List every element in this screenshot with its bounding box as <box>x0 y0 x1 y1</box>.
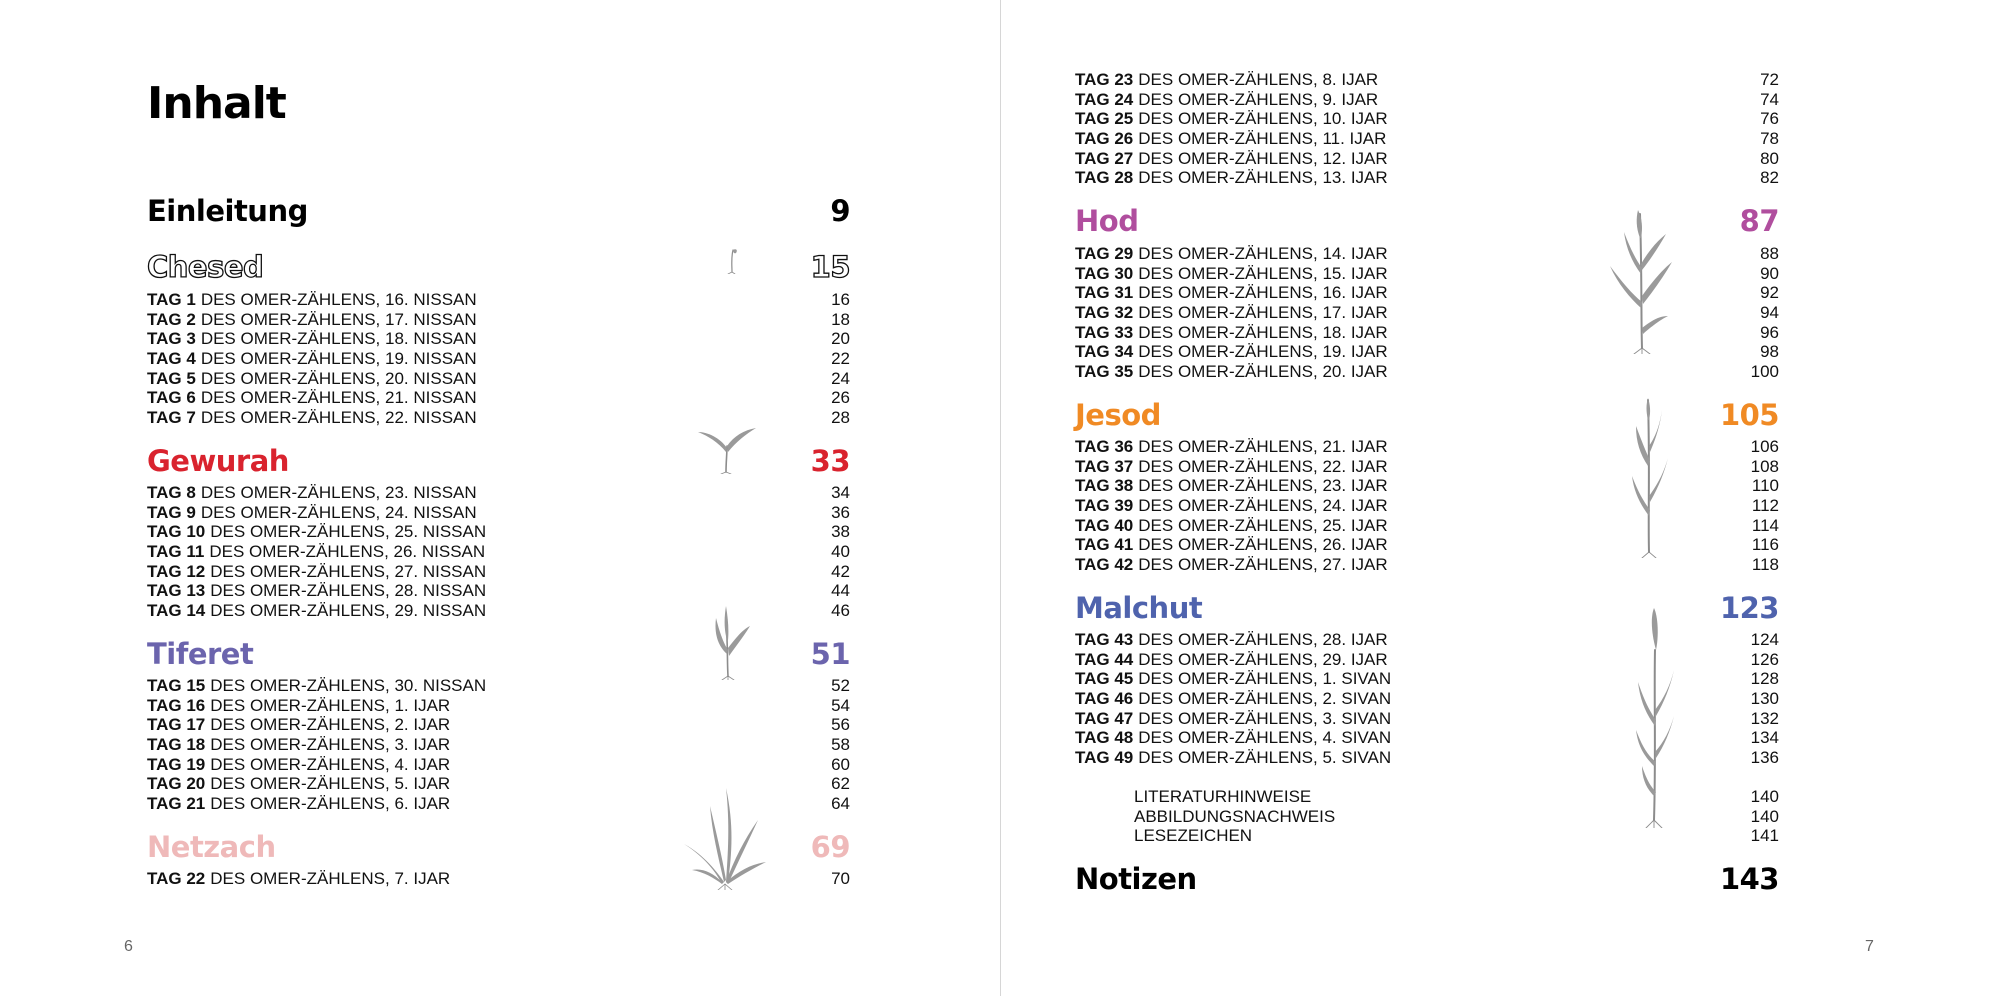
entry-day: TAG 33 <box>1075 322 1134 342</box>
entry-text: DES OMER-ZÄHLENS, 28. NISSAN <box>210 581 487 601</box>
entry-page: 18 <box>831 309 850 329</box>
entry-text: DES OMER-ZÄHLENS, 6. IJAR <box>210 793 451 813</box>
entry-text: DES OMER-ZÄHLENS, 14. IJAR <box>1138 244 1388 263</box>
entry-day: TAG 1 <box>147 290 196 309</box>
toc-entry[interactable] <box>1075 149 1779 169</box>
entry-page: 116 <box>1751 535 1779 555</box>
entry-text: DES OMER-ZÄHLENS, 4. IJAR <box>210 754 451 774</box>
entry-text: DES OMER-ZÄHLENS, 10. IJAR <box>1138 109 1388 129</box>
section-page: 33 <box>810 444 850 478</box>
entry-day: TAG 15 <box>147 676 206 695</box>
entry-text: DES OMER-ZÄHLENS, 9. IJAR <box>1138 89 1379 109</box>
toc-entry[interactable] <box>147 715 850 735</box>
section-title: Tiferet <box>147 637 254 671</box>
toc-entry[interactable] <box>147 483 850 503</box>
toc-entry[interactable] <box>147 388 850 408</box>
entry-page: 118 <box>1751 554 1779 574</box>
entry-text: DES OMER-ZÄHLENS, 19. IJAR <box>1138 342 1388 362</box>
entry-text: DES OMER-ZÄHLENS, 2. SIVAN <box>1138 688 1392 708</box>
entry-text: DES OMER-ZÄHLENS, 28. IJAR <box>1138 630 1388 649</box>
entry-text: DES OMER-ZÄHLENS, 23. IJAR <box>1138 476 1388 496</box>
entry-day: TAG 14 <box>147 600 206 620</box>
gewurah-entry-list <box>147 483 850 620</box>
entry-text: DES OMER-ZÄHLENS, 25. NISSAN <box>210 522 487 542</box>
entry-day: TAG 25 <box>1075 109 1134 129</box>
entry-page: 80 <box>1760 148 1779 168</box>
entry-text: DES OMER-ZÄHLENS, 12. IJAR <box>1138 148 1388 168</box>
entry-day: TAG 36 <box>1075 437 1134 456</box>
entry-day: TAG 2 <box>147 309 196 329</box>
entry-text: DES OMER-ZÄHLENS, 16. IJAR <box>1138 283 1388 303</box>
page-number: 7 <box>1865 938 1874 955</box>
entry-text: DES OMER-ZÄHLENS, 1. IJAR <box>210 695 451 715</box>
entry-text: LESEZEICHEN <box>1134 826 1253 846</box>
toc-entry[interactable] <box>1075 168 1779 188</box>
sprout-two-leaves-icon <box>696 424 758 474</box>
toc-entry[interactable] <box>147 581 850 601</box>
entry-page: 112 <box>1751 495 1779 515</box>
entry-page: 124 <box>1750 630 1779 649</box>
entry-page: 126 <box>1750 649 1779 669</box>
entry-page: 96 <box>1760 322 1779 342</box>
toc-entry[interactable] <box>1134 807 1779 827</box>
entry-text: DES OMER-ZÄHLENS, 18. NISSAN <box>200 329 477 349</box>
section-page: 69 <box>810 830 850 864</box>
toc-entry[interactable] <box>147 562 850 582</box>
entry-text: DES OMER-ZÄHLENS, 17. NISSAN <box>200 309 477 329</box>
entry-day: TAG 11 <box>147 541 205 561</box>
entry-text: DES OMER-ZÄHLENS, 5. SIVAN <box>1138 747 1392 767</box>
entry-page: 54 <box>831 695 850 715</box>
entry-day: TAG 29 <box>1075 244 1134 263</box>
entry-page: 40 <box>831 541 850 561</box>
toc-entry[interactable] <box>147 755 850 775</box>
entry-page: 98 <box>1760 342 1779 362</box>
entry-text: DES OMER-ZÄHLENS, 21. NISSAN <box>200 388 477 408</box>
entry-day: TAG 38 <box>1075 476 1134 496</box>
entry-day: TAG 35 <box>1075 361 1134 381</box>
entry-text: DES OMER-ZÄHLENS, 24. IJAR <box>1138 495 1388 515</box>
entry-page: 20 <box>831 329 850 349</box>
entry-text: DES OMER-ZÄHLENS, 30. NISSAN <box>210 676 487 695</box>
section-heading-einleitung[interactable] <box>147 194 850 234</box>
entry-page: 136 <box>1750 747 1779 767</box>
toc-entry[interactable] <box>1075 362 1779 382</box>
entry-page: 46 <box>831 600 850 620</box>
wheat-stalk-icon <box>1624 396 1674 558</box>
continued-entry-list <box>1075 70 1779 188</box>
entry-page: 130 <box>1750 688 1779 708</box>
entry-text: DES OMER-ZÄHLENS, 21. IJAR <box>1138 437 1388 456</box>
entry-text: DES OMER-ZÄHLENS, 15. IJAR <box>1138 263 1388 283</box>
entry-page: 100 <box>1750 361 1779 381</box>
sprout-seed-icon <box>718 244 746 274</box>
entry-page: 132 <box>1750 708 1779 728</box>
entry-day: TAG 8 <box>147 483 196 502</box>
entry-page: 106 <box>1750 437 1779 456</box>
entry-day: TAG 39 <box>1075 495 1134 515</box>
entry-page: 56 <box>831 715 850 735</box>
grass-tuft-icon <box>682 784 768 890</box>
entry-day: TAG 42 <box>1075 554 1134 574</box>
section-title: Hod <box>1075 204 1139 238</box>
entry-text: DES OMER-ZÄHLENS, 7. IJAR <box>210 869 451 888</box>
entry-day: TAG 44 <box>1075 649 1134 669</box>
entry-page: 78 <box>1760 128 1779 148</box>
section-title: Notizen <box>1075 862 1197 896</box>
entry-text: DES OMER-ZÄHLENS, 22. IJAR <box>1138 456 1388 476</box>
entry-page: 72 <box>1760 70 1779 89</box>
toc-entry[interactable] <box>147 735 850 755</box>
entry-text: DES OMER-ZÄHLENS, 26. IJAR <box>1138 535 1388 555</box>
toc-entry[interactable] <box>1075 129 1779 149</box>
entry-text: DES OMER-ZÄHLENS, 1. SIVAN <box>1138 669 1392 689</box>
entry-page: 24 <box>831 368 850 388</box>
entry-page: 26 <box>831 388 850 408</box>
entry-day: TAG 26 <box>1075 128 1134 148</box>
entry-text: DES OMER-ZÄHLENS, 11. IJAR <box>1138 128 1387 148</box>
entry-day: TAG 5 <box>147 368 196 388</box>
entry-day: TAG 43 <box>1075 630 1134 649</box>
entry-day: TAG 12 <box>147 561 206 581</box>
entry-text: DES OMER-ZÄHLENS, 8. IJAR <box>1138 70 1379 89</box>
toc-entry[interactable] <box>147 329 850 349</box>
entry-day: TAG 10 <box>147 522 206 542</box>
section-heading-notizen[interactable] <box>1075 862 1779 902</box>
entry-text: DES OMER-ZÄHLENS, 20. NISSAN <box>200 368 477 388</box>
entry-page: 88 <box>1760 244 1779 263</box>
entry-day: TAG 49 <box>1075 747 1134 767</box>
entry-page: 64 <box>831 793 850 813</box>
section-page: 9 <box>830 194 850 228</box>
entry-page: 52 <box>831 676 850 695</box>
entry-day: TAG 34 <box>1075 342 1134 362</box>
toc-entry[interactable] <box>147 290 850 310</box>
entry-day: TAG 28 <box>1075 168 1134 188</box>
page-number: 6 <box>124 938 133 955</box>
toc-entry[interactable] <box>147 369 850 389</box>
toc-entry[interactable] <box>1075 70 1779 90</box>
entry-page: 62 <box>831 774 850 794</box>
section-page: 15 <box>810 250 850 284</box>
entry-text: DES OMER-ZÄHLENS, 3. IJAR <box>210 734 451 754</box>
entry-text: LITERATURHINWEISE <box>1134 787 1312 806</box>
entry-day: TAG 19 <box>147 754 206 774</box>
entry-text: DES OMER-ZÄHLENS, 5. IJAR <box>210 774 451 794</box>
section-page: 143 <box>1719 862 1779 896</box>
entry-page: 16 <box>831 290 850 309</box>
entry-day: TAG 17 <box>147 715 206 735</box>
entry-text: DES OMER-ZÄHLENS, 13. IJAR <box>1138 168 1388 188</box>
entry-page: 42 <box>831 561 850 581</box>
entry-page: 92 <box>1760 283 1779 303</box>
wheat-ear-icon <box>1628 606 1678 828</box>
section-title: Jesod <box>1075 398 1161 432</box>
entry-page: 38 <box>831 522 850 542</box>
section-title: Gewurah <box>147 444 289 478</box>
young-plant-icon <box>704 604 752 680</box>
entry-page: 22 <box>831 348 850 368</box>
toc-entry[interactable] <box>147 503 850 523</box>
entry-day: TAG 21 <box>147 793 206 813</box>
entry-day: TAG 41 <box>1075 535 1134 555</box>
entry-text: DES OMER-ZÄHLENS, 2. IJAR <box>210 715 451 735</box>
entry-text: DES OMER-ZÄHLENS, 19. NISSAN <box>200 348 477 368</box>
entry-text: DES OMER-ZÄHLENS, 18. IJAR <box>1138 322 1388 342</box>
toc-entry[interactable] <box>1075 90 1779 110</box>
entry-day: TAG 30 <box>1075 263 1134 283</box>
entry-day: TAG 3 <box>147 329 196 349</box>
entry-day: TAG 23 <box>1075 70 1134 89</box>
entry-day: TAG 31 <box>1075 283 1134 303</box>
entry-page: 58 <box>831 734 850 754</box>
entry-page: 128 <box>1750 669 1779 689</box>
entry-text: DES OMER-ZÄHLENS, 27. IJAR <box>1138 554 1388 574</box>
entry-day: TAG 24 <box>1075 89 1134 109</box>
entry-text: DES OMER-ZÄHLENS, 23. NISSAN <box>200 483 477 502</box>
entry-day: TAG 16 <box>147 695 206 715</box>
section-page: 105 <box>1719 398 1779 432</box>
section-title: Netzach <box>147 830 276 864</box>
wheat-plant-icon <box>1606 208 1676 354</box>
entry-page: 36 <box>831 502 850 522</box>
chesed-entry-list <box>147 290 850 427</box>
entry-text: DES OMER-ZÄHLENS, 22. NISSAN <box>200 407 477 427</box>
entry-day: TAG 18 <box>147 734 206 754</box>
toc-entry[interactable] <box>1075 109 1779 129</box>
toc-entry[interactable] <box>147 522 850 542</box>
entry-page: 140 <box>1750 787 1779 806</box>
appendix-list <box>1134 787 1779 846</box>
entry-page: 28 <box>831 407 850 427</box>
toc-entry[interactable] <box>147 349 850 369</box>
section-page: 51 <box>810 637 850 671</box>
entry-day: TAG 22 <box>147 869 206 888</box>
toc-entry[interactable] <box>147 542 850 562</box>
entry-page: 34 <box>831 483 850 502</box>
entry-text: DES OMER-ZÄHLENS, 20. IJAR <box>1138 361 1388 381</box>
entry-page: 74 <box>1760 89 1779 109</box>
toc-entry[interactable] <box>1134 787 1779 807</box>
entry-page: 44 <box>831 581 850 601</box>
entry-page: 134 <box>1750 728 1779 748</box>
entry-day: TAG 32 <box>1075 302 1134 322</box>
entry-text: DES OMER-ZÄHLENS, 27. NISSAN <box>210 561 487 581</box>
entry-page: 110 <box>1751 476 1779 496</box>
entry-day: TAG 7 <box>147 407 196 427</box>
entry-day: TAG 13 <box>147 581 206 601</box>
entry-text: ABBILDUNGSNACHWEIS <box>1134 806 1336 826</box>
entry-text: DES OMER-ZÄHLENS, 4. SIVAN <box>1138 728 1392 748</box>
section-title: Einleitung <box>147 194 308 228</box>
entry-day: TAG 37 <box>1075 456 1134 476</box>
toc-entry[interactable] <box>147 696 850 716</box>
entry-day: TAG 4 <box>147 348 196 368</box>
entry-page: 82 <box>1760 168 1779 188</box>
entry-day: TAG 47 <box>1075 708 1134 728</box>
entry-text: DES OMER-ZÄHLENS, 25. IJAR <box>1138 515 1388 535</box>
entry-text: DES OMER-ZÄHLENS, 26. NISSAN <box>209 541 486 561</box>
section-page: 87 <box>1739 204 1779 238</box>
toc-entry[interactable] <box>1134 826 1779 846</box>
entry-day: TAG 9 <box>147 502 196 522</box>
entry-day: TAG 40 <box>1075 515 1134 535</box>
section-page: 123 <box>1719 591 1779 625</box>
entry-text: DES OMER-ZÄHLENS, 24. NISSAN <box>200 502 477 522</box>
toc-entry[interactable] <box>147 310 850 330</box>
entry-page: 90 <box>1760 263 1779 283</box>
entry-page: 140 <box>1750 806 1779 826</box>
section-title: Chesed <box>147 250 264 284</box>
entry-day: TAG 6 <box>147 388 196 408</box>
entry-day: TAG 46 <box>1075 688 1134 708</box>
entry-text: DES OMER-ZÄHLENS, 16. NISSAN <box>200 290 477 309</box>
contents-title: Inhalt <box>147 78 286 129</box>
entry-text: DES OMER-ZÄHLENS, 3. SIVAN <box>1138 708 1392 728</box>
entry-day: TAG 20 <box>147 774 206 794</box>
entry-page: 94 <box>1760 302 1779 322</box>
section-title: Malchut <box>1075 591 1203 625</box>
entry-page: 108 <box>1750 456 1779 476</box>
entry-page: 114 <box>1751 515 1779 535</box>
entry-day: TAG 48 <box>1075 728 1134 748</box>
entry-page: 76 <box>1760 109 1779 129</box>
entry-text: DES OMER-ZÄHLENS, 29. NISSAN <box>210 600 487 620</box>
entry-page: 70 <box>831 869 850 888</box>
entry-day: TAG 45 <box>1075 669 1134 689</box>
entry-page: 141 <box>1750 826 1779 846</box>
entry-text: DES OMER-ZÄHLENS, 17. IJAR <box>1138 302 1388 322</box>
entry-page: 60 <box>831 754 850 774</box>
entry-day: TAG 27 <box>1075 148 1134 168</box>
entry-text: DES OMER-ZÄHLENS, 29. IJAR <box>1138 649 1388 669</box>
